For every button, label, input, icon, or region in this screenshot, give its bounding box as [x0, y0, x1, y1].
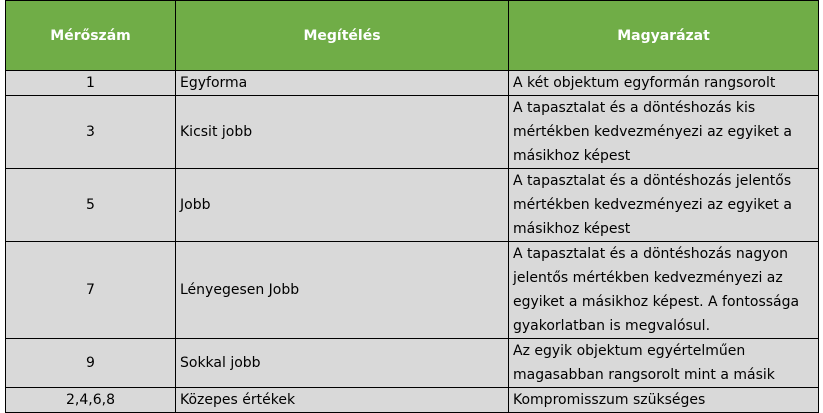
table-row [6, 388, 819, 413]
rating-cell: Közepes értékek [176, 388, 509, 413]
explanation-cell: A tapasztalat és a döntéshozás nagyon jelentős mértékben kedvezményezi az egyiket a másikhoz képest. A fontossága gyakorlatban is megvalósul. [509, 242, 819, 339]
score-cell: 7 [6, 242, 176, 339]
header-score: Mérőszám [6, 1, 176, 71]
scale-table [5, 0, 819, 413]
score-cell: 3 [6, 96, 176, 169]
table-row [6, 96, 819, 169]
explanation-cell: A tapasztalat és a döntéshozás jelentős mértékben kedvezményezi az egyiket a másikhoz képest [509, 169, 819, 242]
table-row [6, 169, 819, 242]
header-row [6, 1, 819, 71]
score-cell: 1 [6, 71, 176, 96]
explanation-cell: Kompromisszum szükséges [509, 388, 819, 413]
explanation-cell: A két objektum egyformán rangsorolt [509, 71, 819, 96]
table-row [6, 242, 819, 339]
rating-cell: Sokkal jobb [176, 339, 509, 388]
explanation-cell: A tapasztalat és a döntéshozás kis mértékben kedvezményezi az egyiket a másikhoz képest [509, 96, 819, 169]
table-row [6, 339, 819, 388]
header-explanation: Magyarázat [509, 1, 819, 71]
score-cell: 5 [6, 169, 176, 242]
rating-cell: Kicsit jobb [176, 96, 509, 169]
score-cell: 2,4,6,8 [6, 388, 176, 413]
rating-cell: Jobb [176, 169, 509, 242]
table-row [6, 71, 819, 96]
rating-cell: Lényegesen Jobb [176, 242, 509, 339]
rating-cell: Egyforma [176, 71, 509, 96]
header-rating: Megítélés [176, 1, 509, 71]
explanation-cell: Az egyik objektum egyértelműen magasabban rangsorolt mint a másik [509, 339, 819, 388]
score-cell: 9 [6, 339, 176, 388]
